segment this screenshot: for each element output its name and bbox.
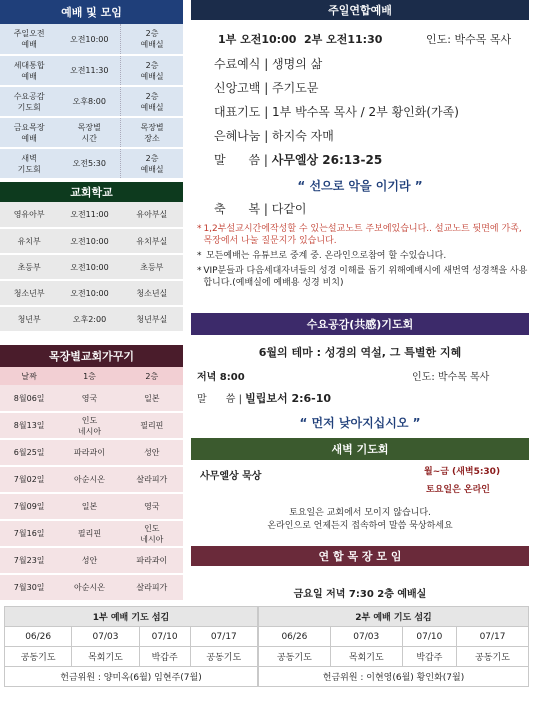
table-row: [0, 24, 183, 55]
cell-header-cell: 1층: [58, 367, 120, 385]
blessing-line: 축 복 | 다같이: [214, 202, 307, 216]
word-passage: 빌립보서 2:6-10: [245, 392, 332, 405]
announcement-1: * 1,2부설교시간에작성할 수 있는설교노트 주보에있습니다.. 설교노트 뒷면에 가족, 목장에서 나눌 질문지가 있습니다.: [197, 223, 529, 247]
prayer2-date: 07/03: [330, 627, 402, 647]
table-row: [0, 254, 183, 280]
blessing-label: 축 복: [214, 202, 261, 216]
worship-cell: 오전11:30: [58, 55, 120, 86]
dawn-time: 월~금 (새벽5:30): [424, 467, 501, 477]
wednesday-title: 수요공감(共感)기도회: [191, 313, 529, 335]
sermon-passage: 사무엘상 26:13-25: [271, 153, 383, 167]
wednesday-time: 저녁 8:00: [197, 372, 245, 383]
school-cell: 청년부실: [121, 306, 183, 332]
table-row: [0, 520, 183, 547]
sunday-leader: 인도: 박수목 목사: [426, 33, 512, 46]
worship-cell: 새벽 기도회: [0, 148, 58, 179]
table-row: [0, 228, 183, 254]
order-value: 주기도문: [272, 81, 319, 95]
wednesday-theme: 6월의 테마 : 성경의 역설, 그 특별한 지혜: [258, 346, 462, 359]
wednesday-sermon-title: “ 먼저 낮아지십시오 ”: [299, 416, 421, 430]
prayer1-date: 07/03: [72, 627, 139, 647]
cell-cell: 일본: [121, 385, 183, 412]
dawn-title: 새벽 기도회: [191, 438, 529, 460]
cell-cell: 인도 네시아: [58, 412, 120, 439]
cell-cell: 아순시온: [58, 466, 120, 493]
school-cell: 초등부: [121, 254, 183, 280]
school-cell: 오전10:00: [58, 254, 120, 280]
sermon-line: 말 씀 | 사무엘상 26:13-25: [214, 153, 383, 167]
school-table: [0, 202, 183, 333]
cell-cell: 살라피가: [121, 466, 183, 493]
cell-cell: 7월02일: [0, 466, 58, 493]
worship-cell: 금요목장 예배: [0, 117, 58, 148]
school-cell: 영유아부: [0, 202, 58, 228]
worship-cell: 2층 예배실: [121, 24, 183, 55]
worship-cell: 2층 예배실: [121, 55, 183, 86]
order-label: 신앙고백: [214, 81, 261, 95]
prayer-table-1: [4, 606, 258, 687]
table-row: [0, 117, 183, 148]
order-item: 은혜나눔 | 하지숙 자매: [214, 129, 334, 143]
table-row: [0, 439, 183, 466]
cell-cell: 성안: [58, 547, 120, 574]
school-cell: 청소년실: [121, 280, 183, 306]
prayer1-date: 07/17: [190, 627, 257, 647]
order-label: 은혜나눔: [214, 129, 261, 143]
prayer1-name: 박갑주: [139, 647, 190, 667]
cell-cell: 아순시온: [58, 574, 120, 601]
prayer1-offering: 헌금위원 : 양미옥(6월) 임현주(7월): [5, 667, 258, 687]
announcement-text: 1,2부설교시간에작성할 수 있는설교노트 주보에있습니다.. 설교노트 뒷면에 가족, 목장에서 나눌 질문지가 있습니다.: [203, 224, 522, 246]
service1-time: 1부 오전10:00: [218, 33, 297, 46]
table-row: [0, 55, 183, 86]
table-row: [0, 466, 183, 493]
prayer2-date: 07/10: [402, 627, 456, 647]
order-value: 생명의 삶: [272, 57, 323, 71]
cell-header-cell: 2층: [121, 367, 183, 385]
table-row: [0, 547, 183, 574]
cell-header-cell: 날짜: [0, 367, 58, 385]
cell-cell: 일본: [58, 493, 120, 520]
cell-cell: 필리핀: [58, 520, 120, 547]
cell-title: 목장별교회가꾸기: [0, 345, 183, 367]
worship-cell: 오후8:00: [58, 86, 120, 117]
worship-table: [0, 24, 183, 180]
table-row: [0, 306, 183, 332]
order-value: 하지숙 자매: [272, 129, 334, 143]
prayer2-title: 2부 예배 기도 섬김: [259, 607, 529, 627]
sermon-label: 말 씀: [214, 153, 261, 167]
worship-cell: 2층 예배실: [121, 148, 183, 179]
school-cell: 청년부: [0, 306, 58, 332]
school-cell: 청소년부: [0, 280, 58, 306]
wednesday-leader: 인도: 박수목 목사: [412, 372, 490, 383]
table-row: [0, 574, 183, 601]
worship-title: 예배 및 모임: [0, 0, 183, 24]
cell-cell: 살라피가: [121, 574, 183, 601]
cell-cell: 인도 네시아: [121, 520, 183, 547]
prayer2-date: 07/17: [457, 627, 529, 647]
prayer2-name: 박갑주: [402, 647, 456, 667]
prayer2-offering: 헌금위원 : 이현영(6월) 황인화(7월): [259, 667, 529, 687]
table-row: [0, 202, 183, 228]
prayer1-title: 1부 예배 기도 섬김: [5, 607, 258, 627]
prayer1-name: 공동기도: [5, 647, 72, 667]
order-item: 대표기도 | 1부 박수목 목사 / 2부 황인화(가족): [214, 105, 459, 119]
word-label: 말 씀: [197, 394, 236, 405]
cell-header-row: [0, 367, 183, 385]
worship-cell: 주일오전 예배: [0, 24, 58, 55]
sunday-title: 주일연합예배: [191, 0, 529, 20]
table-row: [0, 385, 183, 412]
order-item: 수료예식 | 생명의 삶: [214, 57, 323, 71]
order-label: 대표기도: [214, 105, 261, 119]
prayer1-date: 06/26: [5, 627, 72, 647]
worship-cell: 목장별 시간: [58, 117, 120, 148]
wednesday-word: 말 씀 | 빌립보서 2:6-10: [197, 392, 332, 405]
table-row: [0, 86, 183, 117]
order-item: 신앙고백 | 주기도문: [214, 81, 319, 95]
prayer2-date: 06/26: [259, 627, 331, 647]
announcements: [197, 223, 529, 289]
table-row: [0, 493, 183, 520]
announcement-2: * 모든예배는 유튜브로 중계 중. 온라인으로참여 할 수있습니다.: [197, 251, 447, 261]
worship-cell: 오전10:00: [58, 24, 120, 55]
cell-cell: 파라과이: [58, 439, 120, 466]
school-cell: 오후2:00: [58, 306, 120, 332]
prayer-table-2: [258, 606, 529, 687]
worship-section: [0, 0, 183, 180]
cell-table: [0, 367, 183, 602]
blessing-value: 다같이: [271, 202, 307, 216]
order-value: 1부 박수목 목사 / 2부 황인화(가족): [272, 105, 459, 119]
sermon-title: “ 선으로 악을 이기라 ”: [297, 179, 423, 193]
cell-cell: 7월30일: [0, 574, 58, 601]
union-text: 금요일 저녁 7:30 2층 예배실: [293, 589, 427, 600]
cell-cell: 영국: [121, 493, 183, 520]
cell-cell: 8월06일: [0, 385, 58, 412]
table-row: [0, 280, 183, 306]
cell-cell: 7월23일: [0, 547, 58, 574]
prayer1-name: 공동기도: [190, 647, 257, 667]
cell-cell: 6월25일: [0, 439, 58, 466]
cell-cell: 8월13일: [0, 412, 58, 439]
school-cell: 유치부: [0, 228, 58, 254]
prayer2-name: 목회기도: [330, 647, 402, 667]
school-cell: 오전10:00: [58, 228, 120, 254]
announcement-3: * VIP분들과 다음세대자녀들의 성경 이해를 돕기 위해예배시에 새번역 성경책을 사용합니다.(예배실에 예배용 성경 비치): [197, 266, 528, 288]
cell-cell: 성안: [121, 439, 183, 466]
table-row: [0, 148, 183, 179]
sunday-order: [214, 55, 524, 175]
order-label: 수료예식: [214, 57, 261, 71]
prayer1-date: 07/10: [139, 627, 190, 647]
announcement-text: VIP분들과 다음세대자녀들의 성경 이해를 돕기 위해예배시에 새번역 성경책을 사용합니다.(예배실에 예배용 성경 비치): [203, 266, 528, 288]
dawn-text: 사무엘상 묵상: [200, 471, 262, 482]
worship-cell: 목장별 장소: [121, 117, 183, 148]
school-section: [0, 182, 183, 333]
school-cell: 오전11:00: [58, 202, 120, 228]
worship-cell: 수요공감 기도회: [0, 86, 58, 117]
worship-cell: 세대통합 예배: [0, 55, 58, 86]
union-title: 연 합 목 장 모 임: [191, 546, 529, 566]
cell-section: [0, 345, 183, 602]
dawn-saturday: 토요일은 온라인: [426, 485, 490, 495]
dawn-note-1: 토요일은 교회에서 모이지 않습니다.: [289, 508, 431, 518]
prayer2-name: 공동기도: [457, 647, 529, 667]
prayer2-name: 공동기도: [259, 647, 331, 667]
cell-cell: 필리핀: [121, 412, 183, 439]
school-cell: 유아부실: [121, 202, 183, 228]
service2-time: 2부 오전11:30: [304, 33, 383, 46]
school-cell: 초등부: [0, 254, 58, 280]
cell-cell: 영국: [58, 385, 120, 412]
school-cell: 오전10:00: [58, 280, 120, 306]
cell-cell: 7월16일: [0, 520, 58, 547]
worship-cell: 오전5:30: [58, 148, 120, 179]
school-title: 교회학교: [0, 182, 183, 202]
cell-cell: 7월09일: [0, 493, 58, 520]
dawn-note-2: 온라인으로 언제든지 접속하여 말씀 묵상하세요: [267, 521, 453, 531]
table-row: [0, 412, 183, 439]
cell-cell: 파라과이: [121, 547, 183, 574]
announcement-text: 모든예배는 유튜브로 중계 중. 온라인으로참여 할 수있습니다.: [206, 251, 447, 261]
worship-cell: 2층 예배실: [121, 86, 183, 117]
prayer1-name: 목회기도: [72, 647, 139, 667]
school-cell: 유치부실: [121, 228, 183, 254]
